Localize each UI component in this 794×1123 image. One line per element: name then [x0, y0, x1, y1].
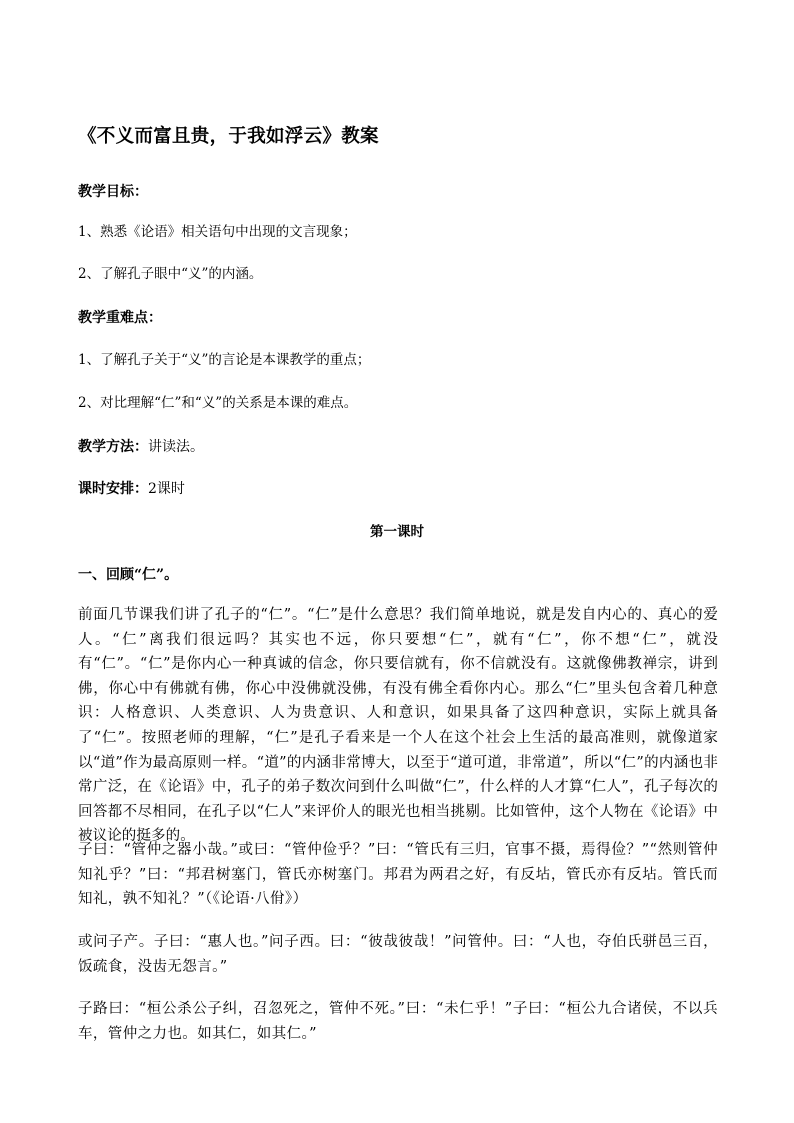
- lesson-title: 第一课时: [370, 524, 424, 540]
- paragraph-quote-zichan: 或问子产。子曰：“惠人也。”问子西。曰：“彼哉彼哉！”问管仲。曰：“人也，夺伯氏骈邑三百，饭疏食，没齿无怨言。”: [78, 934, 718, 975]
- schedule-label: 课时安排：: [78, 481, 148, 497]
- goal-item-2: 2、了解孔子眼中“义”的内涵。: [78, 266, 263, 282]
- method-label: 教学方法：: [78, 439, 148, 455]
- keypoint-item-2: 2、对比理解“仁”和“义”的关系是本课的难点。: [78, 395, 358, 411]
- schedule-line: [78, 479, 185, 499]
- goals-heading: 教学目标：: [78, 184, 148, 200]
- keypoints-heading: 教学重难点：: [78, 310, 162, 326]
- keypoint-item-1: 1、了解孔子关于“义”的言论是本课教学的重点；: [78, 352, 371, 368]
- section1-heading: 一、回顾“仁”。: [78, 567, 179, 583]
- paragraph-ren-review: 前面几节课我们讲了孔子的“仁”。“仁”是什么意思？我们简单地说，就是发自内心的、真心的爱人。“仁”离我们很远吗？其实也不远，你只要想“仁”，就有“仁”，你不想“仁”，就没有“仁”。“仁”是你内心一种真诚的信念，你只要信就有，你不信就没有。这就像佛教禅宗，讲到佛，你心中有佛就有佛，你心中没佛就没佛，有没有佛全看你内心。那么“仁”里头包含着几种意识：人格意识、人类意识、人为贵意识、人和意识，如果具备了这四种意识，实际上就具备了“仁”。按照老师的理解，“仁”是孔子看来是一个人在这个社会上生活的最高准则，就像道家以“道”作为最高原则一样。“道”的内涵非常博大，以至于“道可道，非常道”，所以“仁”的内涵也非常广泛，在《论语》中，孔子的弟子数次问到什么叫做“仁”，什么样的人才算“仁人”，孔子每次的回答都不尽相同，在孔子以“仁人”来评价人的眼光也相当挑剔。比如管仲，这个人物在《论语》中被议论的挺多的。: [78, 607, 718, 845]
- schedule-value: 2课时: [148, 481, 185, 497]
- goal-item-1: 1、熟悉《论语》相关语句中出现的文言现象；: [78, 224, 357, 240]
- document-title: 《不义而富且贵，于我如浮云》教案: [78, 126, 379, 147]
- paragraph-quote-zilu: 子路曰：“桓公杀公子纠，召忽死之，管仲不死。”曰：“未仁乎！”子曰：“桓公九合诸侯，不以兵车，管仲之力也。如其仁，如其仁。”: [78, 1001, 718, 1042]
- paragraph-quote-bayi: 子曰：“管仲之器小哉。”或曰：“管仲俭乎？”曰：“管氏有三归，官事不摄，焉得俭？”“然则管仲知礼乎？”曰：“邦君树塞门，管氏亦树塞门。邦君为两君之好，有反坫，管氏亦有反坫。管氏而知礼，孰不知礼？”（《论语·八佾》）: [78, 842, 718, 907]
- method-line: [78, 437, 204, 457]
- method-value: 讲读法。: [148, 439, 204, 455]
